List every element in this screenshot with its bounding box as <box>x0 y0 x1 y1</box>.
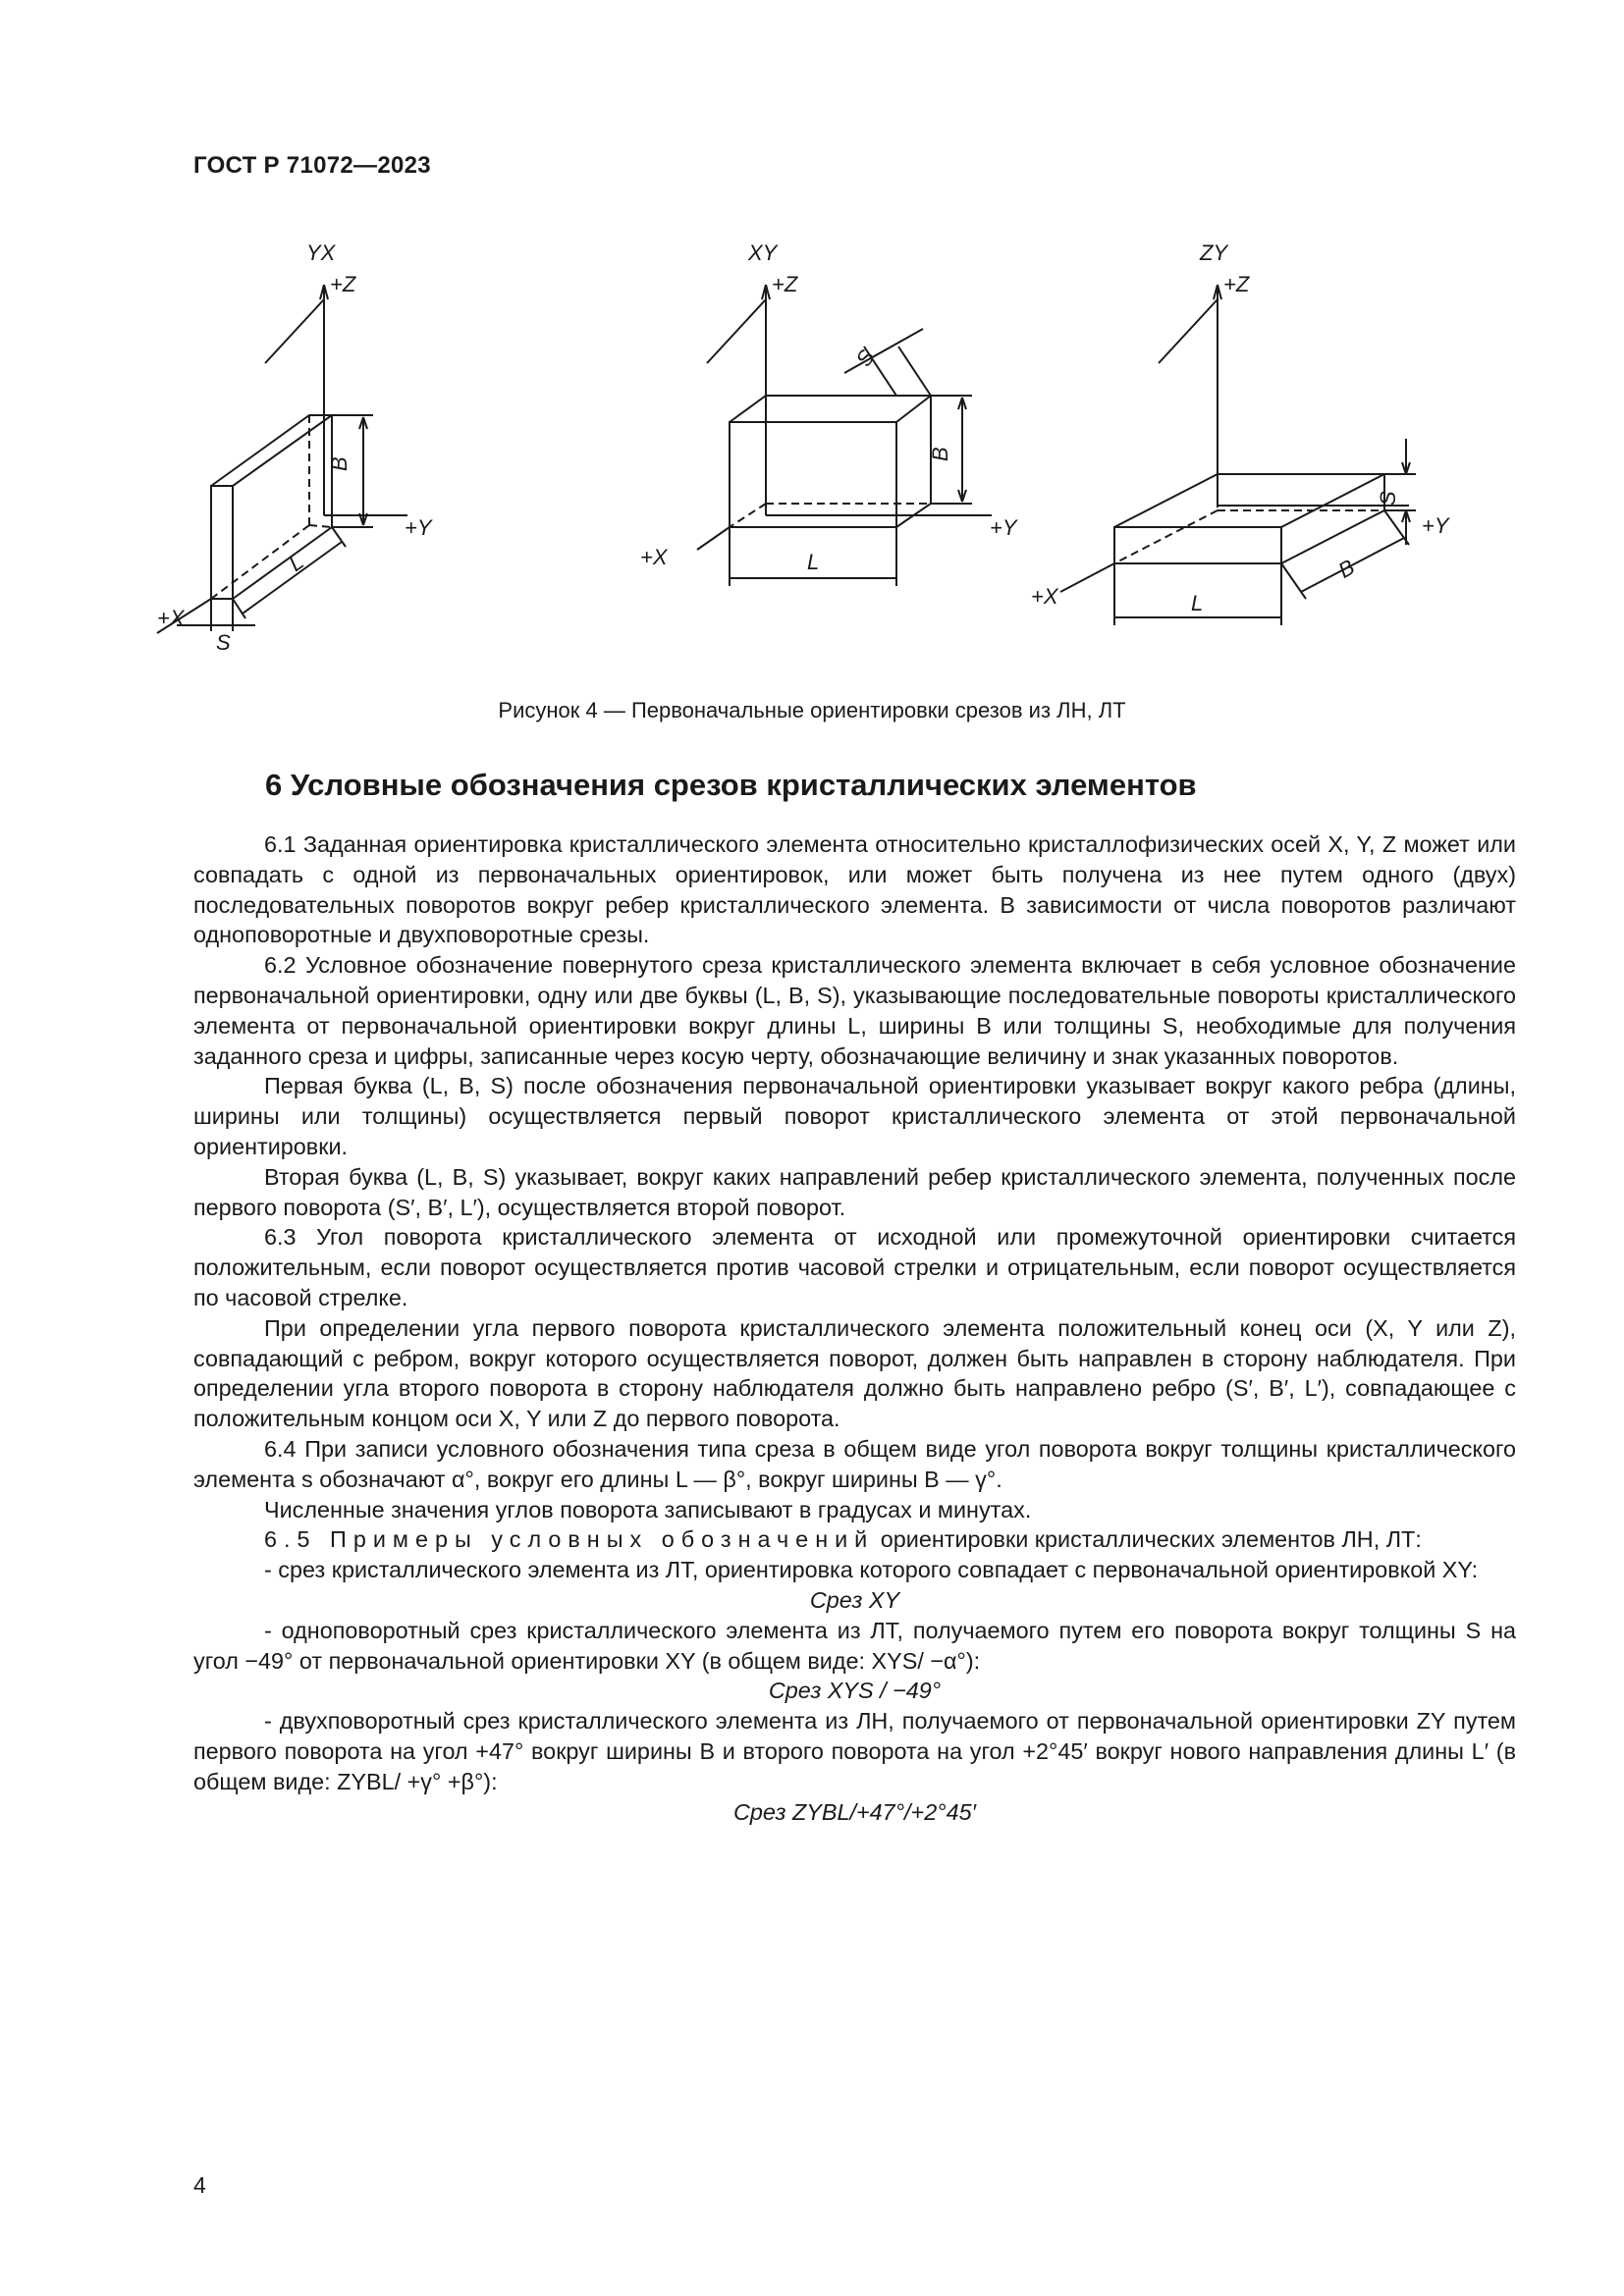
panel-yx <box>157 285 407 633</box>
example-2-desc: - одноповоротный срез кристаллического элемента из ЛТ, получаемого путем его поворота вокруг толщины S на угол −49° от первоначальной ориентировки XY (в общем виде: XYS/ −α°): <box>193 1617 1516 1674</box>
paragraph-second-letter: Вторая буква (L, B, S) указывает, вокруг каких направлений ребер кристаллического элемента, полученных после первого поворота (S′, B′, L′), осуществляется второй поворот. <box>193 1163 1516 1220</box>
panel-yx-s-label: S <box>216 630 231 655</box>
figure-4 <box>157 221 1492 682</box>
document-header: ГОСТ Р 71072—2023 <box>193 152 431 179</box>
examples-heading: 6.5 Примеры условных обозначений <box>264 1526 875 1553</box>
panel-xy-b-label: B <box>928 447 952 461</box>
panel-xy <box>697 285 992 586</box>
panel-xy-l-label: L <box>807 550 820 574</box>
panel-xy-s-label: S <box>850 346 880 371</box>
figure-caption: Рисунок 4 — Первоначальные ориентировки срезов из ЛН, ЛТ <box>498 698 1126 722</box>
panel-xy-z-label: +Z <box>772 272 798 296</box>
paragraph-6-4: 6.4 При записи условного обозначения типа среза в общем виде угол поворота вокруг толщины кристаллического элемента s обозначают α°, вокруг его длины L — β°, вокруг ширины B — γ°. <box>193 1435 1516 1492</box>
panel-zy-y-label: +Y <box>1422 513 1449 538</box>
examples-heading-rest: ориентировки кристаллических элементов ЛН, ЛТ: <box>874 1526 1422 1553</box>
body-text <box>193 829 1516 1827</box>
panel-yx-z-label: +Z <box>330 272 356 296</box>
panel-zy-title: ZY <box>1200 240 1228 265</box>
panel-yx-title: YX <box>306 240 336 265</box>
example-3: Срез ZYBL/+47°/+2°45′ <box>733 1798 976 1825</box>
panel-xy-x-label: +X <box>640 545 668 569</box>
paragraph-first-letter: Первая буква (L, B, S) после обозначения первоначальной ориентировки указывает вокруг какого ребра (длины, ширины или толщины) осуществляется первый поворот кристаллического элемента от этой первоначальной ориентировки. <box>193 1073 1516 1159</box>
example-2: Срез XYS / −49° <box>768 1678 942 1704</box>
page-number: 4 <box>193 2172 206 2198</box>
section-title: 6 Условные обозначения срезов кристаллических элементов <box>265 768 1197 802</box>
panel-yx-y-label: +Y <box>405 515 432 540</box>
panel-zy-b-label: B <box>1333 554 1359 583</box>
paragraph-6-5 <box>193 1524 1516 1555</box>
panel-zy <box>1060 285 1416 625</box>
panel-zy-x-label: +X <box>1031 584 1058 609</box>
panel-yx-l-label: L <box>284 549 308 576</box>
panel-xy-title: XY <box>748 240 778 265</box>
panel-yx-b-label: B <box>327 456 352 471</box>
paragraph-6-3: 6.3 Угол поворота кристаллического элемента от исходной или промежуточной ориентировки считается положительным, если поворот осуществляется против часовой стрелки и отрицательным, если поворот осуществляется по часовой стрелке. <box>193 1224 1516 1310</box>
example-1-desc: - срез кристаллического элемента из ЛТ, ориентировка которого совпадает с первоначальной ориентировкой XY: <box>264 1557 1479 1583</box>
paragraph-6-1: 6.1 Заданная ориентировка кристаллического элемента относительно кристаллофизических осей X, Y, Z может или совпадать с одной из первоначальных ориентировок, или может быть получена из нее путем одного (двух) последовательных поворотов вокруг ребер кристаллического элемента. В зависимости от числа поворотов различают одноповоротные и двухповоротные срезы. <box>193 831 1516 948</box>
panel-zy-z-label: +Z <box>1223 272 1250 296</box>
example-1: Срез XY <box>809 1586 900 1613</box>
orientation-diagram <box>157 221 1492 682</box>
panel-zy-l-label: L <box>1191 591 1204 615</box>
paragraph-units: Численные значения углов поворота записывают в градусах и минутах. <box>264 1496 1032 1522</box>
panel-xy-y-label: +Y <box>990 515 1017 540</box>
panel-yx-x-label: +X <box>157 606 185 630</box>
paragraph-6-2: 6.2 Условное обозначение повернутого среза кристаллического элемента включает в себя условное обозначение первоначальной ориентировки, одну или две буквы (L, B, S), указывающие последовательные повороты кристаллического элемента от первоначальной ориентировки вокруг длины L, ширины B или толщины S, необходимые для получения заданного среза и цифры, записанные через косую черту, обозначающие величину и знак указанных поворотов. <box>193 952 1516 1069</box>
example-3-desc: - двухповоротный срез кристаллического элемента из ЛН, получаемого от первоначальной ориентировки ZY путем первого поворота на угол +47° вокруг ширины B и второго поворота на угол +2°45′ вокруг нового направления длины L′ (в общем виде: ZYBL/ +γ° +β°): <box>193 1708 1516 1794</box>
paragraph-first-rotation: При определении угла первого поворота кристаллического элемента положительный конец оси (X, Y или Z), совпадающий с ребром, вокруг которого осуществляется поворот, должен быть направлен в сторону наблюдателя. При определении угла второго поворота в сторону наблюдателя должно быть направлено ребро (S′, B′, L′), совпадающее с положительным концом оси X, Y или Z до первого поворота. <box>193 1314 1516 1432</box>
panel-zy-s-label: S <box>1376 491 1400 506</box>
